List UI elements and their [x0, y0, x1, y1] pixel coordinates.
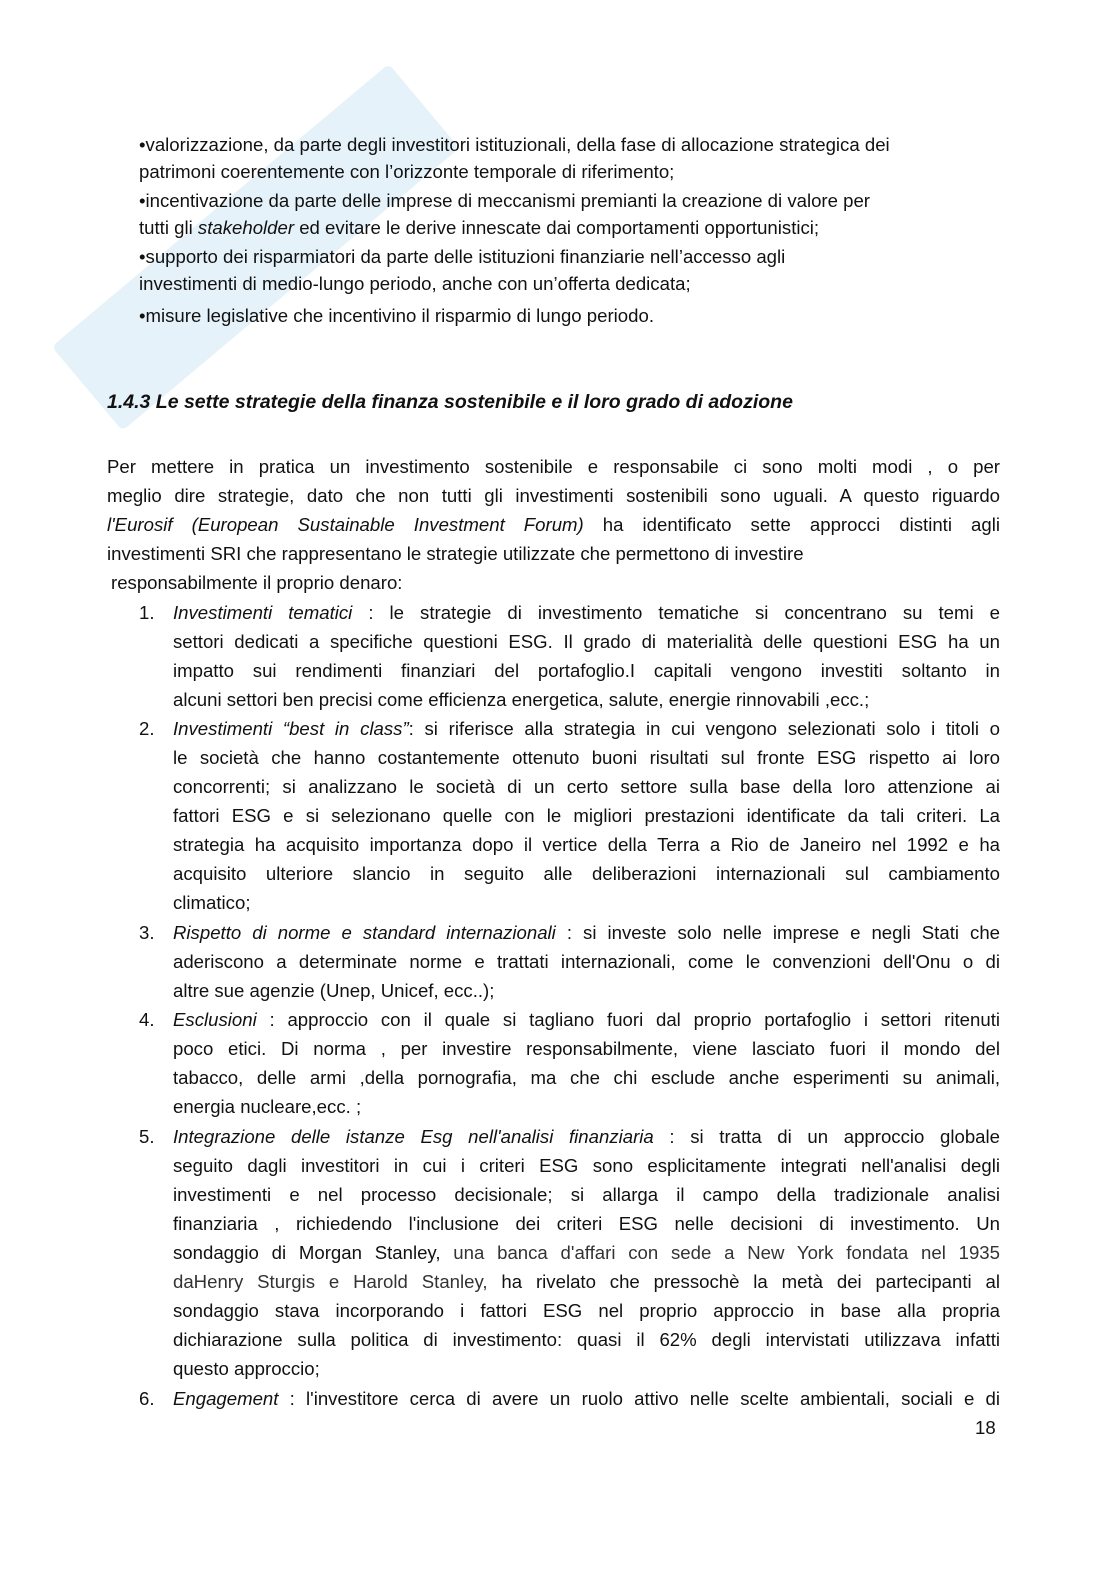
list-item-4-line-4: energia nucleare,ecc. ;	[173, 1096, 362, 1117]
intro-line-2: meglio dire strategie, dato che non tutti gli investimenti sostenibili sono uguali. A questo riguardo	[107, 485, 1000, 506]
bullet-item-1-line-2: patrimoni coerentemente con l’orizzonte temporale di riferimento;	[139, 161, 675, 182]
list-item-5-line-5: sondaggio di Morgan Stanley, una banca d'affari con sede a New York fondata nel 1935	[173, 1242, 1000, 1263]
intro-line-5: responsabilmente il proprio denaro:	[111, 572, 403, 593]
list-item-5-line-1: Integrazione delle istanze Esg nell'analisi finanziaria : si tratta di un approccio globale	[173, 1126, 1000, 1147]
list-item-5-line-4: finanziaria , richiedendo l'inclusione dei criteri ESG nelle decisioni di investimento. Un	[173, 1213, 1000, 1234]
list-number-6: 6.	[139, 1388, 155, 1409]
list-number-2: 2.	[139, 718, 155, 739]
list-item-2-line-2: le società che hanno costantemente ottenuto buoni risultati sul fronte ESG rispetto ai loro	[173, 747, 1000, 768]
list-item-3-line-3: altre sue agenzie (Unep, Unicef, ecc..);	[173, 980, 495, 1001]
list-number-1: 1.	[139, 602, 155, 623]
page-number: 18	[975, 1417, 996, 1438]
intro-line-3: l'Eurosif (European Sustainable Investment Forum) ha identificato sette approcci distinti agli	[107, 514, 1000, 535]
list-item-3-line-2: aderiscono a determinate norme e trattati internazionali, come le convenzioni dell'Onu o di	[173, 951, 1000, 972]
list-item-2-line-3: concorrenti; si analizzano le società di un certo settore sulla base della loro attenzione ai	[173, 776, 1000, 797]
list-item-5-line-8: dichiarazione sulla politica di investimento: quasi il 62% degli intervistati utilizzava infatti	[173, 1329, 1000, 1350]
list-item-5-line-2: seguito dagli investitori in cui i criteri ESG sono esplicitamente integrati nell'analisi degli	[173, 1155, 1000, 1176]
list-item-1-line-2: settori dedicati a specifiche questioni ESG. Il grado di materialità delle questioni ESG ha un	[173, 631, 1000, 652]
list-item-4-line-1: Esclusioni : approccio con il quale si tagliano fuori dal proprio portafoglio i settori ritenuti	[173, 1009, 1000, 1030]
list-item-2-line-6: acquisito ulteriore slancio in seguito alle deliberazioni internazionali sul cambiamento	[173, 863, 1000, 884]
list-number-4: 4.	[139, 1009, 155, 1030]
list-item-4-line-2: poco etici. Di norma , per investire responsabilmente, viene lasciato fuori il mondo del	[173, 1038, 1000, 1059]
list-item-5-line-9: questo approccio;	[173, 1358, 320, 1379]
bullet-item-3-line-2: investimenti di medio-lungo periodo, anche con un’offerta dedicata;	[139, 273, 691, 294]
list-item-2-line-5: strategia ha acquisito importanza dopo il vertice della Terra a Rio de Janeiro nel 1992 e ha	[173, 834, 1000, 855]
bullet-item-3-line-1: • supporto dei risparmiatori da parte delle istituzioni finanziarie nell’accesso agli	[139, 245, 785, 269]
list-item-6-line-1: Engagement : l'investitore cerca di avere un ruolo attivo nelle scelte ambientali, sociali e di	[173, 1388, 1000, 1409]
list-number-5: 5.	[139, 1126, 155, 1147]
bullet-item-1-line-1: • valorizzazione, da parte degli investitori istituzionali, della fase di allocazione strategica dei	[139, 133, 890, 157]
list-item-1-line-1: Investimenti tematici : le strategie di investimento tematiche si concentrano su temi e	[173, 602, 1000, 623]
list-number-3: 3.	[139, 922, 155, 943]
intro-line-4: investimenti SRI che rappresentano le strategie utilizzate che permettono di investire	[107, 543, 804, 564]
list-item-2-line-4: fattori ESG e si selezionano quelle con le migliori prestazioni identificate da tali criteri. La	[173, 805, 1000, 826]
bullet-item-2-line-1: • incentivazione da parte delle imprese di meccanismi premianti la creazione di valore per	[139, 189, 870, 213]
bullet-item-2-line-2: tutti gli stakeholder ed evitare le derive innescate dai comportamenti opportunistici;	[139, 217, 820, 238]
list-item-1-line-4: alcuni settori ben precisi come efficienza energetica, salute, energie rinnovabili ,ecc.;	[173, 689, 870, 710]
list-item-4-line-3: tabacco, delle armi ,della pornografia, ma che chi esclude anche esperimenti su animali,	[173, 1067, 1000, 1088]
list-item-5-line-7: sondaggio stava incorporando i fattori ESG nel proprio approccio in base alla propria	[173, 1300, 1000, 1321]
list-item-5-line-3: investimenti e nel processo decisionale; si allarga il campo della tradizionale analisi	[173, 1184, 1000, 1205]
list-item-2-line-1: Investimenti “best in class”: si riferisce alla strategia in cui vengono selezionati solo i titoli o	[173, 718, 1000, 739]
section-heading: 1.4.3 Le sette strategie della finanza sostenibile e il loro grado di adozione	[107, 391, 793, 413]
list-item-1-line-3: impatto sui rendimenti finanziari del portafoglio.I capitali vengono investiti soltanto in	[173, 660, 1000, 681]
bullet-item-4-line-1: • misure legislative che incentivino il risparmio di lungo periodo.	[139, 304, 654, 328]
list-item-2-line-7: climatico;	[173, 892, 251, 913]
list-item-3-line-1: Rispetto di norme e standard internazionali : si investe solo nelle imprese e negli Stati che	[173, 922, 1000, 943]
intro-line-1: Per mettere in pratica un investimento sostenibile e responsabile ci sono molti modi , o per	[107, 456, 1000, 477]
list-item-5-line-6: daHenry Sturgis e Harold Stanley, ha rivelato che pressochè la metà dei partecipanti al	[173, 1271, 1001, 1292]
